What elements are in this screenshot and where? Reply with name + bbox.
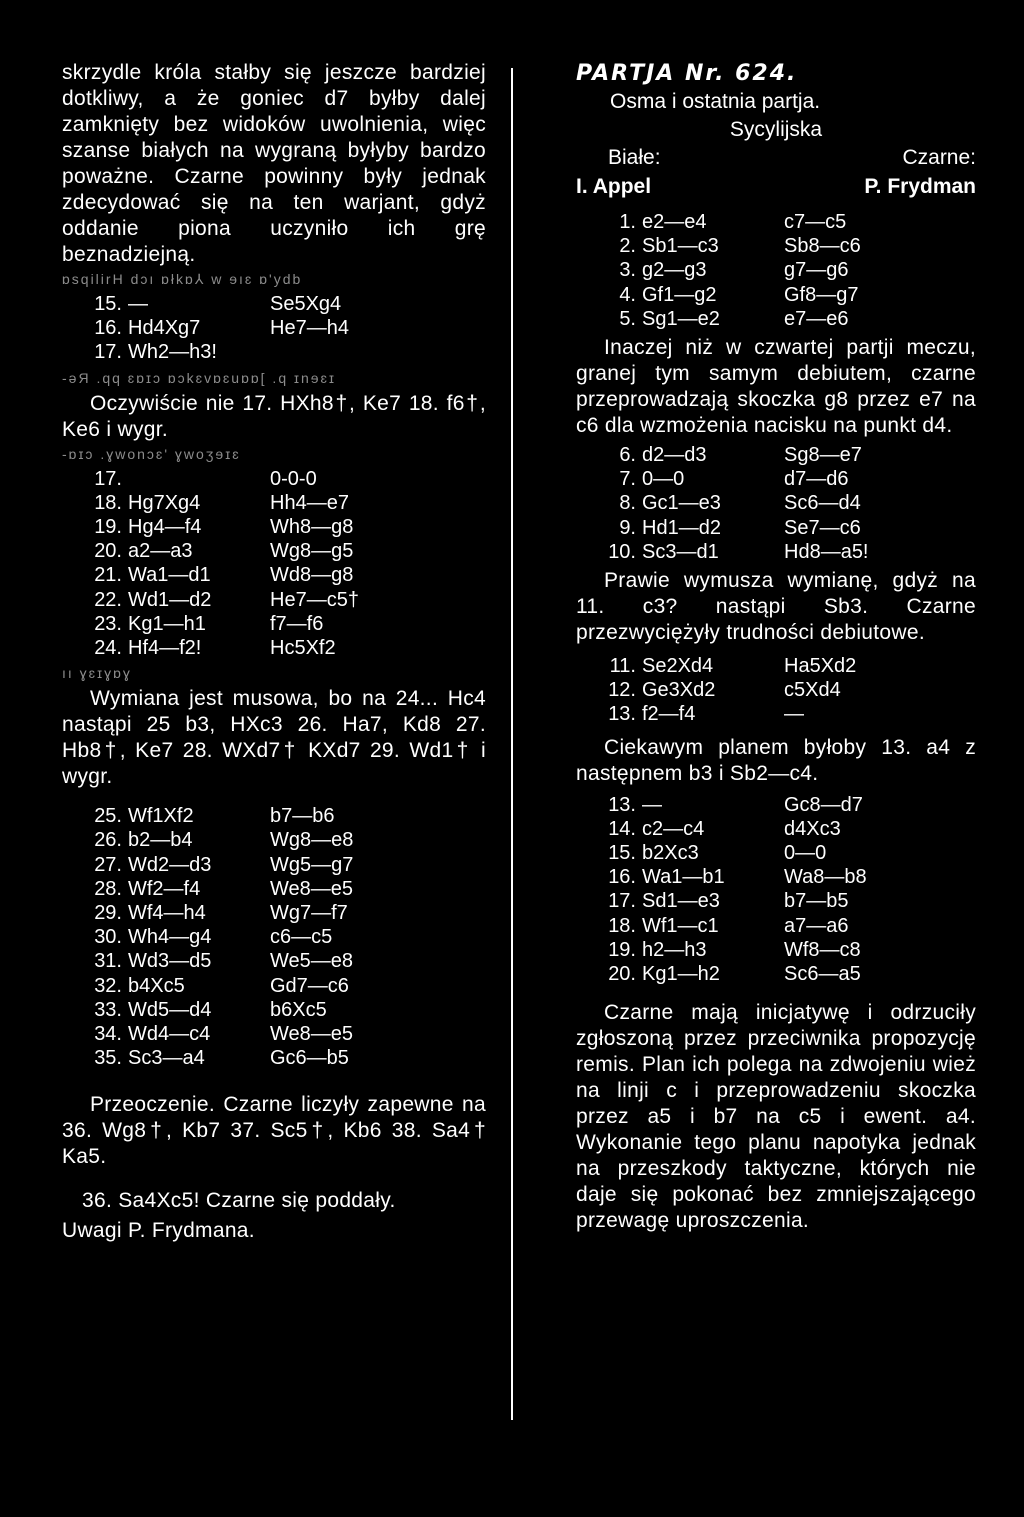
white-move: b2Xc3 <box>642 842 699 865</box>
white-move: Sd1—e3 <box>642 890 720 913</box>
black-move: Wf8—c8 <box>784 938 861 961</box>
bleed-through-text: -ɒɪɔ .ɣwonɔɛ' ɣwoʒɘɪɛ <box>62 445 241 462</box>
white-move: Wa1—d1 <box>128 564 211 587</box>
white-move: Wf1—c1 <box>642 914 719 937</box>
move-number: 22. <box>94 588 122 611</box>
white-move: Ge3Xd2 <box>642 679 716 702</box>
move-number: 15. <box>94 293 122 315</box>
move-row <box>576 654 976 678</box>
move-number: 13. <box>608 703 636 726</box>
black-move: — <box>784 703 804 726</box>
white-move: c2—c4 <box>642 817 705 840</box>
black-move: b6Xc5 <box>270 998 327 1021</box>
move-number: 18. <box>94 491 122 514</box>
black-move: c7—c5 <box>784 211 847 233</box>
white-move: Sc3—d1 <box>642 540 719 563</box>
move-row <box>62 636 486 660</box>
move-number: 18. <box>608 914 636 937</box>
move-number: 9. <box>619 516 636 539</box>
annotation-paragraph: Ciekawym planem byłoby 13. a4 z następnem b3 i Sb2—c4. <box>576 735 976 785</box>
move-row <box>62 974 486 998</box>
black-move: Wh8—g8 <box>270 516 354 539</box>
move-row <box>576 210 976 234</box>
bleed-through-text: ɒsqilirH dɔı ɒłkɒ⅄ w ɘıɛ ɒ'ydb <box>62 271 303 287</box>
white-move: 0—0 <box>642 468 685 491</box>
move-row <box>576 283 976 307</box>
move-number: 20. <box>94 540 122 563</box>
white-move: Sg1—e2 <box>642 307 720 330</box>
move-number: 20. <box>608 963 636 986</box>
white-move: Kg1—h2 <box>642 963 720 986</box>
black-move: Hd8—a5! <box>784 540 869 563</box>
move-row <box>576 540 976 564</box>
white-move: Hf4—f2! <box>128 637 202 660</box>
move-number: 14. <box>608 817 636 840</box>
right-column <box>576 60 976 1234</box>
white-move: Wh4—g4 <box>128 926 212 949</box>
white-move: a2—a3 <box>128 540 193 563</box>
white-move: Sc3—a4 <box>128 1047 205 1070</box>
move-row <box>576 258 976 282</box>
white-move: b2—b4 <box>128 829 193 852</box>
white-move: Wa1—b1 <box>642 866 725 889</box>
opening-name: Sycylijska <box>729 118 823 141</box>
move-row <box>576 865 976 889</box>
move-number: 4. <box>619 283 636 306</box>
white-move: — <box>128 293 148 315</box>
black-move: We8—e5 <box>270 877 354 900</box>
black-move: Se5Xg4 <box>270 293 342 315</box>
move-row <box>62 998 486 1022</box>
white-move <box>128 467 270 491</box>
black-move: Gf8—g7 <box>784 283 859 306</box>
black-player: P. Frydman <box>864 175 976 198</box>
black-label: Czarne: <box>902 146 976 169</box>
move-number: 32. <box>94 974 122 997</box>
white-label: Białe: <box>608 146 661 169</box>
black-move: Hc5Xf2 <box>270 637 336 660</box>
final-move: 36. Sa4Xc5! Czarne się poddały. <box>82 1189 396 1213</box>
black-move: He7—h4 <box>270 317 349 340</box>
black-move: Sg8—e7 <box>784 444 862 467</box>
white-move: Kg1—h1 <box>128 612 206 635</box>
black-move: d7—d6 <box>784 468 849 491</box>
black-move: c5Xd4 <box>784 679 841 702</box>
annotation-paragraph: Przeoczenie. Czarne liczyły zapewne na 36. Wg8†, Kb7 37. Sc5†, Kb6 38. Sa4† Ka5. <box>62 1093 486 1169</box>
move-list <box>576 654 976 727</box>
move-number: 34. <box>94 1023 122 1046</box>
move-number: 17. <box>608 890 636 913</box>
move-number: 35. <box>94 1047 122 1070</box>
move-number: 28. <box>94 877 122 900</box>
color-labels <box>576 144 976 172</box>
black-move: Sc6—d4 <box>784 492 861 515</box>
move-list <box>62 292 486 365</box>
move-row <box>62 515 486 539</box>
intro-paragraph: skrzydle króla stałby się jeszcze bardziej dotkliwy, a że goniec d7 byłby dalej zamknięty bez widoków uwolnienia, więc szanse białych na wygraną byłyby bardzo poważne. Czarne powinny były jednak zdecydować się na ten warjant, gdyż oddanie piona uczyniło ich grę beznadziejną. <box>62 61 486 266</box>
bleed-through-text: -əЯ .qq ɛɒɪɔ ɒɔkɛvɒɛuɒɒ[ .q ɪnɘɛɪ <box>62 369 336 386</box>
left-column <box>62 60 486 1244</box>
black-move: c6—c5 <box>270 926 333 949</box>
move-number: 17. <box>94 341 122 364</box>
move-number: 6. <box>619 444 636 467</box>
move-number: 1. <box>619 211 636 233</box>
move-number: 16. <box>94 317 122 340</box>
black-move: 0-0-0 <box>270 467 317 490</box>
white-move: Wf1Xf2 <box>128 805 194 828</box>
white-move: Se2Xd4 <box>642 655 714 678</box>
black-move: Wg7—f7 <box>270 902 348 925</box>
white-move: Wd4—c4 <box>128 1023 211 1046</box>
white-move: Wf2—f4 <box>128 877 201 900</box>
move-row <box>62 949 486 973</box>
white-move: Hg4—f4 <box>128 516 202 539</box>
white-move: e2—e4 <box>642 211 707 233</box>
white-move: h2—h3 <box>642 938 707 961</box>
move-row <box>62 340 486 364</box>
black-move: Gd7—c6 <box>270 974 349 997</box>
move-row <box>576 793 976 817</box>
black-move: Ha5Xd2 <box>784 655 857 678</box>
black-move: Gc8—d7 <box>784 793 863 816</box>
black-move: Se7—c6 <box>784 516 861 539</box>
move-row <box>62 804 486 828</box>
white-move: b4Xc5 <box>128 974 185 997</box>
move-number: 5. <box>619 307 636 330</box>
move-number: 19. <box>94 516 122 539</box>
move-list <box>576 443 976 564</box>
black-move: f7—f6 <box>270 612 324 635</box>
move-row <box>576 516 976 540</box>
white-move: Hd4Xg7 <box>128 317 201 340</box>
black-move: He7—c5† <box>270 588 359 611</box>
move-number: 31. <box>94 950 122 973</box>
column-divider <box>511 68 513 1420</box>
white-move: Gc1—e3 <box>642 492 721 515</box>
move-number: 10. <box>608 540 636 563</box>
move-list <box>62 804 486 1070</box>
move-row <box>62 925 486 949</box>
white-player: I. Appel <box>576 175 652 198</box>
black-move: We8—e5 <box>270 1023 354 1046</box>
black-move: g7—g6 <box>784 259 849 282</box>
annotation-paragraph: Czarne mają inicjatywę i odrzuciły zgłoszoną przez przeciwnika propozycję remis. Plan ich polega na zdwojeniu wież na linji c i przeprowadzeniu skoczka przez a5 i b7 na c5 i ewent. a4. Wykonanie tego planu napotyka jednak na przeszkody taktyczne, których nie daje się pokonać bez zmniejszającego przewagę uproszczenia. <box>576 1001 976 1233</box>
black-move: Wg5—g7 <box>270 853 354 876</box>
move-row <box>62 1046 486 1070</box>
move-row <box>62 901 486 925</box>
black-move <box>270 340 486 364</box>
white-move: Wd5—d4 <box>128 998 212 1021</box>
move-row <box>576 817 976 841</box>
move-row <box>62 612 486 636</box>
move-row <box>576 307 976 331</box>
white-move: g2—g3 <box>642 259 707 282</box>
white-move: Wd2—d3 <box>128 853 212 876</box>
white-move: Wd3—d5 <box>128 950 212 973</box>
move-list <box>62 467 486 661</box>
white-move: — <box>642 793 662 816</box>
black-move: Wa8—b8 <box>784 866 867 889</box>
move-number: 7. <box>619 468 636 491</box>
white-move: d2—d3 <box>642 444 707 467</box>
black-move: 0—0 <box>784 842 827 865</box>
game-title: PARTJA Nr. 624. <box>576 61 798 86</box>
move-number: 17. <box>94 467 122 490</box>
player-names <box>576 172 976 202</box>
move-row <box>576 234 976 258</box>
move-number: 8. <box>619 492 636 515</box>
move-number: 23. <box>94 612 122 635</box>
move-row <box>62 316 486 340</box>
black-move: d4Xc3 <box>784 817 841 840</box>
move-row <box>576 678 976 702</box>
move-number: 26. <box>94 829 122 852</box>
move-number: 2. <box>619 235 636 258</box>
move-row <box>576 841 976 865</box>
move-list <box>576 210 976 331</box>
move-row <box>62 1022 486 1046</box>
white-move: Hg7Xg4 <box>128 491 201 514</box>
white-move: f2—f4 <box>642 703 696 726</box>
move-list <box>576 793 976 987</box>
black-move: Sb8—c6 <box>784 235 861 258</box>
move-row <box>576 467 976 491</box>
move-row <box>62 467 486 491</box>
move-number: 29. <box>94 902 122 925</box>
move-number: 24. <box>94 637 122 660</box>
move-row <box>62 828 486 852</box>
move-number: 13. <box>608 793 636 816</box>
move-row <box>62 877 486 901</box>
move-number: 12. <box>608 679 636 702</box>
black-move: Wg8—g5 <box>270 540 354 563</box>
annotation-paragraph: Prawie wymusza wymianę, gdyż na 11. c3? nastąpi Sb3. Czarne przezwyciężyły trudności debiutowe. <box>576 569 976 645</box>
move-row <box>62 563 486 587</box>
move-row <box>576 491 976 515</box>
move-row <box>62 491 486 515</box>
black-move: Wg8—e8 <box>270 829 354 852</box>
bleed-through-text: ıı ɣɛɪɣɒɣ <box>62 665 132 682</box>
black-move: Wd8—g8 <box>270 564 354 587</box>
white-move: Wf4—h4 <box>128 902 206 925</box>
move-number: 16. <box>608 866 636 889</box>
move-row <box>576 938 976 962</box>
black-move: a7—a6 <box>784 914 849 937</box>
move-row <box>576 702 976 726</box>
annotation-paragraph: Wymiana jest musowa, bo na 24... Hc4 nastąpi 25 b3, HXc3 26. Ha7, Kd8 27. Hb8†, Ke7 28. WXd7† KXd7 29. Wd1† i wygr. <box>62 687 486 789</box>
move-number: 15. <box>608 842 636 865</box>
move-row <box>576 889 976 913</box>
move-number: 21. <box>94 564 122 587</box>
white-move: Wh2—h3! <box>128 341 217 364</box>
move-number: 3. <box>619 259 636 282</box>
move-row <box>576 914 976 938</box>
move-row <box>62 539 486 563</box>
move-number: 27. <box>94 853 122 876</box>
move-number: 33. <box>94 998 122 1021</box>
move-row <box>576 962 976 986</box>
black-move: Gc6—b5 <box>270 1047 349 1070</box>
white-move: Hd1—d2 <box>642 516 721 539</box>
black-move: Hh4—e7 <box>270 491 349 514</box>
move-row <box>62 588 486 612</box>
move-number: 30. <box>94 926 122 949</box>
game-subtitle: Osma i ostatnia partja. <box>610 90 821 113</box>
move-row <box>62 292 486 316</box>
black-move: e7—e6 <box>784 307 849 330</box>
move-number: 19. <box>608 938 636 961</box>
move-row <box>576 443 976 467</box>
white-move: Wd1—d2 <box>128 588 212 611</box>
move-number: 25. <box>94 805 122 828</box>
white-move: Sb1—c3 <box>642 235 719 258</box>
black-move: We5—e8 <box>270 950 354 973</box>
annotation-paragraph: Inaczej niż w czwartej partji meczu, granej tym samym debiutem, czarne przeprowadzają skoczka g8 przez e7 na c6 dla wzmożenia nacisku na punkt d4. <box>576 336 976 438</box>
move-number: 11. <box>609 655 636 678</box>
black-move: b7—b6 <box>270 805 335 828</box>
white-move: Gf1—g2 <box>642 283 717 306</box>
annotation-paragraph: Oczywiście nie 17. HXh8†, Ke7 18. f6†, Ke6 i wygr. <box>62 391 486 441</box>
black-move: b7—b5 <box>784 890 849 913</box>
black-move: Sc6—a5 <box>784 963 861 986</box>
notes-credit: Uwagi P. Frydmana. <box>62 1219 255 1243</box>
move-row <box>62 853 486 877</box>
